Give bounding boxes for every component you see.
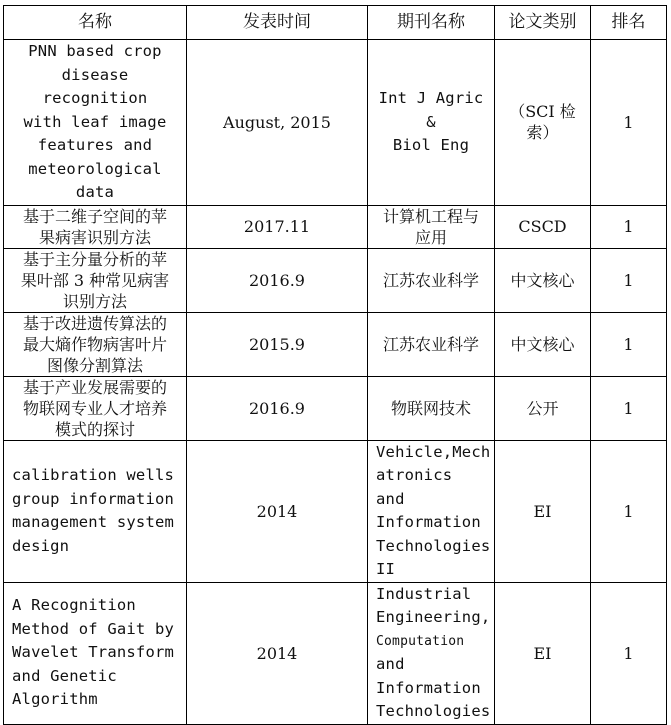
journal-name: 江苏农业科学 bbox=[368, 248, 495, 312]
table-row bbox=[4, 40, 667, 206]
journal-name: 物联网技术 bbox=[368, 376, 495, 440]
author-rank: 1 bbox=[591, 312, 667, 376]
journal-name bbox=[368, 582, 495, 724]
journal-name-part: and Information Technologies bbox=[376, 655, 491, 720]
table-row bbox=[4, 205, 667, 248]
author-rank: 1 bbox=[591, 248, 667, 312]
journal-name: Int J Agric & Biol Eng bbox=[368, 40, 495, 206]
publish-date: 2017.11 bbox=[187, 205, 368, 248]
header-category: 论文类别 bbox=[495, 6, 591, 40]
author-rank: 1 bbox=[591, 205, 667, 248]
table-row bbox=[4, 248, 667, 312]
paper-name: 基于改进遗传算法的 最大熵作物病害叶片 图像分割算法 bbox=[4, 312, 187, 376]
paper-name: calibration wells group information management system design bbox=[4, 440, 187, 582]
paper-category: EI bbox=[495, 440, 591, 582]
paper-category: 公开 bbox=[495, 376, 591, 440]
table-row bbox=[4, 440, 667, 582]
journal-name: 计算机工程与 应用 bbox=[368, 205, 495, 248]
paper-name: 基于产业发展需要的 物联网专业人才培养 模式的探讨 bbox=[4, 376, 187, 440]
publish-date: August, 2015 bbox=[187, 40, 368, 206]
paper-category: 中文核心 bbox=[495, 248, 591, 312]
author-rank: 1 bbox=[591, 440, 667, 582]
header-journal: 期刊名称 bbox=[368, 6, 495, 40]
header-date: 发表时间 bbox=[187, 6, 368, 40]
author-rank: 1 bbox=[591, 582, 667, 724]
journal-name-part: Industrial Engineering, bbox=[376, 584, 491, 626]
journal-name: Vehicle,Mech atronics and Information Technologies II bbox=[368, 440, 495, 582]
journal-name-part: Computation bbox=[376, 633, 465, 649]
paper-category: 中文核心 bbox=[495, 312, 591, 376]
paper-category: EI bbox=[495, 582, 591, 724]
paper-name: A Recognition Method of Gait by Wavelet Transform and Genetic Algorithm bbox=[4, 582, 187, 724]
paper-name: 基于二维子空间的苹 果病害识别方法 bbox=[4, 205, 187, 248]
publish-date: 2014 bbox=[187, 582, 368, 724]
paper-name: 基于主分量分析的苹 果叶部 3 种常见病害 识别方法 bbox=[4, 248, 187, 312]
journal-name: 江苏农业科学 bbox=[368, 312, 495, 376]
paper-category: （SCI 检 索） bbox=[495, 40, 591, 206]
publish-date: 2016.9 bbox=[187, 248, 368, 312]
table-row bbox=[4, 376, 667, 440]
table-row bbox=[4, 582, 667, 724]
header-rank: 排名 bbox=[591, 6, 667, 40]
publications-table bbox=[3, 5, 667, 725]
author-rank: 1 bbox=[591, 40, 667, 206]
table-row bbox=[4, 312, 667, 376]
header-name: 名称 bbox=[4, 6, 187, 40]
publish-date: 2015.9 bbox=[187, 312, 368, 376]
publish-date: 2016.9 bbox=[187, 376, 368, 440]
author-rank: 1 bbox=[591, 376, 667, 440]
header-row bbox=[4, 6, 667, 40]
paper-name: PNN based crop disease recognition with leaf image features and meteorological data bbox=[4, 40, 187, 206]
paper-category: CSCD bbox=[495, 205, 591, 248]
publish-date: 2014 bbox=[187, 440, 368, 582]
